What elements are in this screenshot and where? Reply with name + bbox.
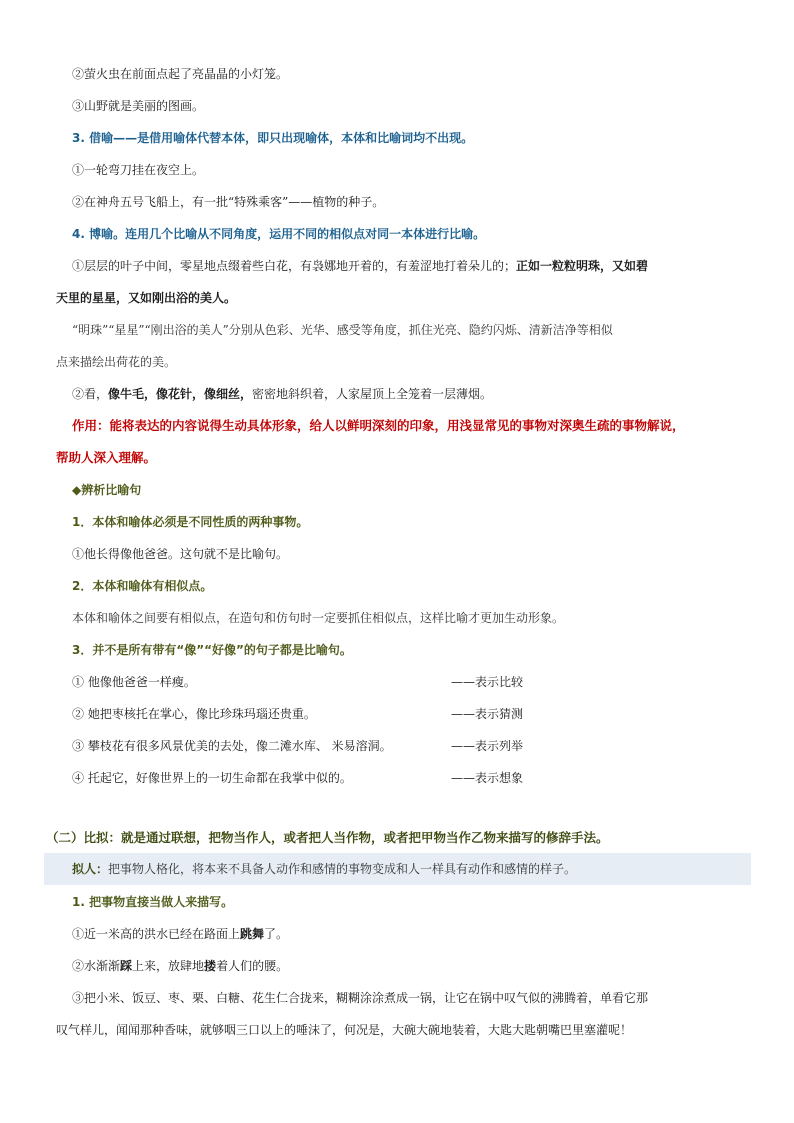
paragraph: 点来描绘出荷花的美。 [56, 355, 177, 369]
text-run: 密密地斜织着，人家屋顶上全笼着一层薄烟。 [252, 387, 493, 401]
text-run-bold: 踩 [120, 959, 133, 973]
paragraph [0, 386, 794, 402]
definition-text [0, 861, 794, 877]
text-run: ①层层的叶子中间，零星地点缀着些白花，有袅娜地开着的，有羞涩地打着朵儿的； [72, 259, 517, 273]
section-heading-personification: （二）比拟：就是通过联想，把物当作人，或者把人当作物，或者把甲物当作乙物来描写的修辞手法。 [46, 830, 609, 845]
text-run: 上来，放肆地 [132, 959, 205, 973]
heading-personification-1: 1. 把事物直接当做人来描写。 [72, 895, 234, 909]
example-text: ② 她把枣核托在掌心，像比珍珠玛瑙还贵重。 [72, 707, 316, 721]
example-row [0, 674, 794, 690]
example-row [0, 706, 794, 722]
heading-rule-1: 1．本体和喻体必须是不同性质的两种事物。 [72, 515, 309, 529]
paragraph: 本体和喻体之间要有相似点，在造句和仿句时一定要抓住相似点，这样比喻才更加生动形象。 [72, 611, 565, 625]
paragraph [0, 258, 794, 274]
paragraph: ②在神舟五号飞船上，有一批“特殊乘客”——植物的种子。 [72, 195, 385, 209]
heading-rule-2: 2．本体和喻体有相似点。 [72, 579, 213, 593]
paragraph: ③山野就是美丽的图画。 [72, 99, 205, 113]
text-run: ①近一米高的洪水已经在路面上 [72, 927, 241, 941]
paragraph: ②萤火虫在前面点起了亮晶晶的小灯笼。 [72, 67, 289, 81]
definition-body: 把事物人格化，将本来不具备人动作和感情的事物变成和人一样具有动作和感情的样子。 [108, 862, 577, 876]
heading-analysis: ◆辨析比喻句 [72, 483, 142, 497]
example-tag: ——表示列举 [451, 739, 524, 753]
example-text: ③ 攀枝花有很多风景优美的去处，像二滩水库、 米易溶洞。 [72, 739, 392, 753]
paragraph: 天里的星星，又如刚出浴的美人。 [56, 291, 237, 305]
function-note: 帮助人深入理解。 [56, 450, 157, 465]
paragraph: “明珠”“星星”“刚出浴的美人”分别从色彩、光华、感受等角度，抓住光亮、隐约闪烁、清新洁净等相似 [72, 323, 613, 337]
paragraph: ①他长得像他爸爸。这句就不是比喻句。 [72, 547, 289, 561]
paragraph: ③把小米、饭豆、枣、栗、白糖、花生仁合拢来，糊糊涂涂煮成一锅，让它在锅中叹气似的沸腾着，单看它那 [72, 991, 649, 1005]
example-tag: ——表示想象 [451, 771, 524, 785]
text-run-bold: 跳舞 [240, 927, 265, 941]
example-row [0, 770, 794, 786]
example-text: ① 他像他爸爸一样瘦。 [72, 675, 196, 689]
paragraph [0, 958, 794, 974]
paragraph [0, 926, 794, 942]
example-tag: ——表示猜测 [451, 707, 524, 721]
example-text: ④ 托起它，好像世界上的一切生命都在我掌中似的。 [72, 771, 352, 785]
heading-rule-3: 3．并不是所有带有“像”“好像”的句子都是比喻句。 [72, 643, 352, 657]
text-run: 了。 [264, 927, 289, 941]
heading-metaphor-type-4: 4. 博喻。连用几个比喻从不同角度，运用不同的相似点对同一本体进行比喻。 [72, 227, 486, 241]
text-run: ②看， [72, 387, 109, 401]
paragraph: 叹气样儿，闻闻那种香味，就够咽三口以上的唾沫了，何况是，大碗大碗地装着，大匙大匙朝嘴巴里塞灌呢！ [56, 1023, 633, 1037]
heading-metaphor-type-3: 3. 借喻——是借用喻体代替本体，即只出现喻体，本体和比喻词均不出现。 [72, 131, 474, 145]
definition-label: 拟人： [72, 862, 109, 876]
function-note: 作用：能将表达的内容说得生动具体形象，给人以鲜明深刻的印象，用浅显常见的事物对深奥生疏的事物解说， [72, 418, 685, 433]
text-run: 着人们的腰。 [216, 959, 289, 973]
text-run-bold: 像牛毛，像花针，像细丝， [108, 387, 253, 401]
paragraph: ①一轮弯刀挂在夜空上。 [72, 163, 205, 177]
text-run-bold: 搂 [204, 959, 217, 973]
text-run-bold: 正如一粒粒明珠，又如碧 [516, 259, 649, 273]
text-run: ②水渐渐 [72, 959, 121, 973]
example-tag: ——表示比较 [451, 675, 524, 689]
example-row [0, 738, 794, 754]
